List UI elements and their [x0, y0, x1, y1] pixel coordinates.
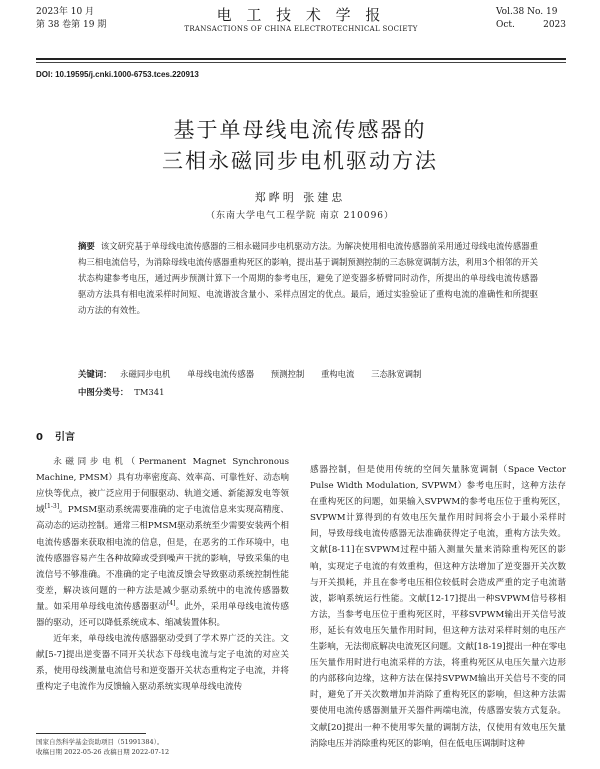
footnote-fund: 国家自然科学基金资助项目（51991384）。 [36, 738, 164, 746]
header-vol-no: Vol.38 No. 19 [496, 7, 558, 17]
header-rule-thin [36, 62, 566, 63]
section-number: 0 [36, 432, 43, 443]
title-line-1: 基于单母线电流传感器的 [173, 118, 427, 142]
intro-paragraph-1 [36, 454, 289, 631]
keywords-label: 关键词： [78, 369, 112, 379]
header-year: 2023 [543, 20, 566, 30]
clc-label: 中图分类号： [78, 387, 129, 397]
footnote [36, 737, 169, 757]
authors: 郑晔明 张建忠 [254, 191, 346, 204]
journal-title-cn: 电 工 技 术 学 报 [216, 6, 386, 24]
intro-text-1a: 永磁同步电机（Permanent Magnet Synchronous Machine, PMSM）具有功率密度高、效率高、可靠性好、动态响应快等优点，被广泛应用于伺服驱动、轨道交通、新能源发电等领域 [36, 457, 289, 516]
keyword: 预测控制 [270, 369, 305, 379]
intro-text-1c: 。此外，采用单母线电流传感器的驱动，还可以降低系统成本、缩减装置体积。 [36, 601, 289, 629]
footnote-rule [36, 733, 146, 734]
keyword: 永磁同步电机 [120, 369, 171, 379]
keywords [78, 366, 538, 382]
title-line-2: 三相永磁同步电机驱动方法 [162, 149, 438, 173]
affiliation: （东南大学电气工程学院 南京 210096） [205, 211, 395, 221]
citation: [4] [166, 600, 176, 608]
clc-number [78, 384, 164, 400]
journal-header [36, 6, 566, 56]
abstract [78, 238, 538, 318]
footnote-dates: 收稿日期 2022-05-26 改稿日期 2022-07-12 [36, 748, 170, 756]
body-column-left [36, 430, 289, 696]
header-month: Oct. [496, 20, 515, 30]
keyword: 单母线电流传感器 [187, 369, 255, 379]
doi: DOI: 10.19595/j.cnki.1000-6753.tces.220913 [36, 70, 199, 79]
abstract-text: 该文研究基于单母线电流传感器的三相永磁同步电机驱动方法。为解决使用相电流传感器前采用通过母线电流传感器重构三相电流信号，为消除母线电流传感器重构死区的影响，提出基于调制预测控制的三态脉宽调制方法，利用3个相邻的开关状态构建参考电压，通过两步预测计算下一个周期的参考电压，避免了逆变器多桥臂同时动作，所提出的单母线电流传感器驱动方法具有相电流采样时间短、电流谐波含量小、采样点固定的优点。最后，通过实验验证了重构电流的准确性和所提驱动方法的有效性。 [78, 241, 539, 315]
citation: [1-3] [44, 503, 60, 511]
header-center [36, 6, 566, 34]
header-rule-thick [36, 58, 566, 60]
header-year-month: 2023年 10 月 [36, 7, 95, 17]
paper-title [0, 115, 600, 177]
journal-title-en: TRANSACTIONS OF CHINA ELECTROTECHNICAL SOCIETY [184, 25, 418, 33]
keyword: 三态脉宽调制 [371, 369, 422, 379]
right-column-text: 感器控制，但是使用传统的空间矢量脉宽调制（Space Vector Pulse Width Modulation, SVPWM）参考电压时，这种方法存在重构死区的问题，如果输入SVPWM的参考电压位于重构死区，SVPWM计算得到的有效电压矢量作用时间将会小于最小采样时间，导致母线电流传感器无法准确获得定子电流，重构方法失效。文献[8-11]在SVPWM过程中插入测量矢量来消除重构死区的影响，实现定子电流的有效重构，但这种方法增加了逆变器开关次数与开关损耗，并且在参考电压相位较低时会造成严重的定子电流谐波，影响系统运行性能。文献[12-17]提出一种SVPWM信号移相方法，当参考电压位于重构死区时，平移SVPWM输出开关信号波形，延长有效电压矢量作用时间，但这种方法对采样时刻的电压产生影响，无法彻底解决电流死区问题。文献[18-19]提出一种在零电压矢量作用时进行电流采样的方法，将重构死区从电压矢量六边形的内部移向边缘，这种方法在保持SVPWM输出开关信号不变的同时，避免了开关次数增加并消除了重构死区的影响，但这种方法需要使用电流传感器测量开关器件两端电流，传感器安装方式复杂。文献[20]提出一种不使用零矢量的调制方法，仅使用有效电压矢量消除电压并消除重构死区的影响，但在低电压调制时这种 [310, 465, 566, 749]
header-right [496, 6, 566, 32]
intro-paragraph-2: 近年来，单母线电流传感器驱动受到了学术界广泛的关注。文献[5-7]提出逆变器不同开关状态下母线电流与定子电流的对应关系，使用母线测量电流信号和逆变器开关状态重构定子电流，并将重构定子电流作为反馈输入驱动系统实现单母线电流传 [36, 634, 289, 693]
abstract-label: 摘要 [78, 241, 95, 251]
intro-text-1b: 。PMSM驱动系统需要准确的定子电流信息来实现高精度、高动态的运动控制。通常三相PMSM驱动系统至少需要安装两个相电流传感器来获取相电流的信息，但是，在恶劣的工作环境中，电流传感器容易产生各种故障或受到噪声干扰的影响，导致采集的电流信号不够准确。不准确的定子电流反馈会导致驱动系统控制性能变差，解决该问题的一种方法是减少驱动系统中的电流传感器数量。如采用单母线电流传感器驱动 [36, 505, 289, 612]
body-column-right [310, 462, 566, 752]
section-heading-intro [36, 430, 289, 446]
keyword: 重构电流 [320, 369, 355, 379]
header-volume-issue-cn: 第 38 卷第 19 期 [36, 20, 107, 30]
clc-value: TM341 [134, 387, 165, 397]
header-date-row [496, 19, 566, 32]
section-title: 引言 [54, 432, 75, 443]
